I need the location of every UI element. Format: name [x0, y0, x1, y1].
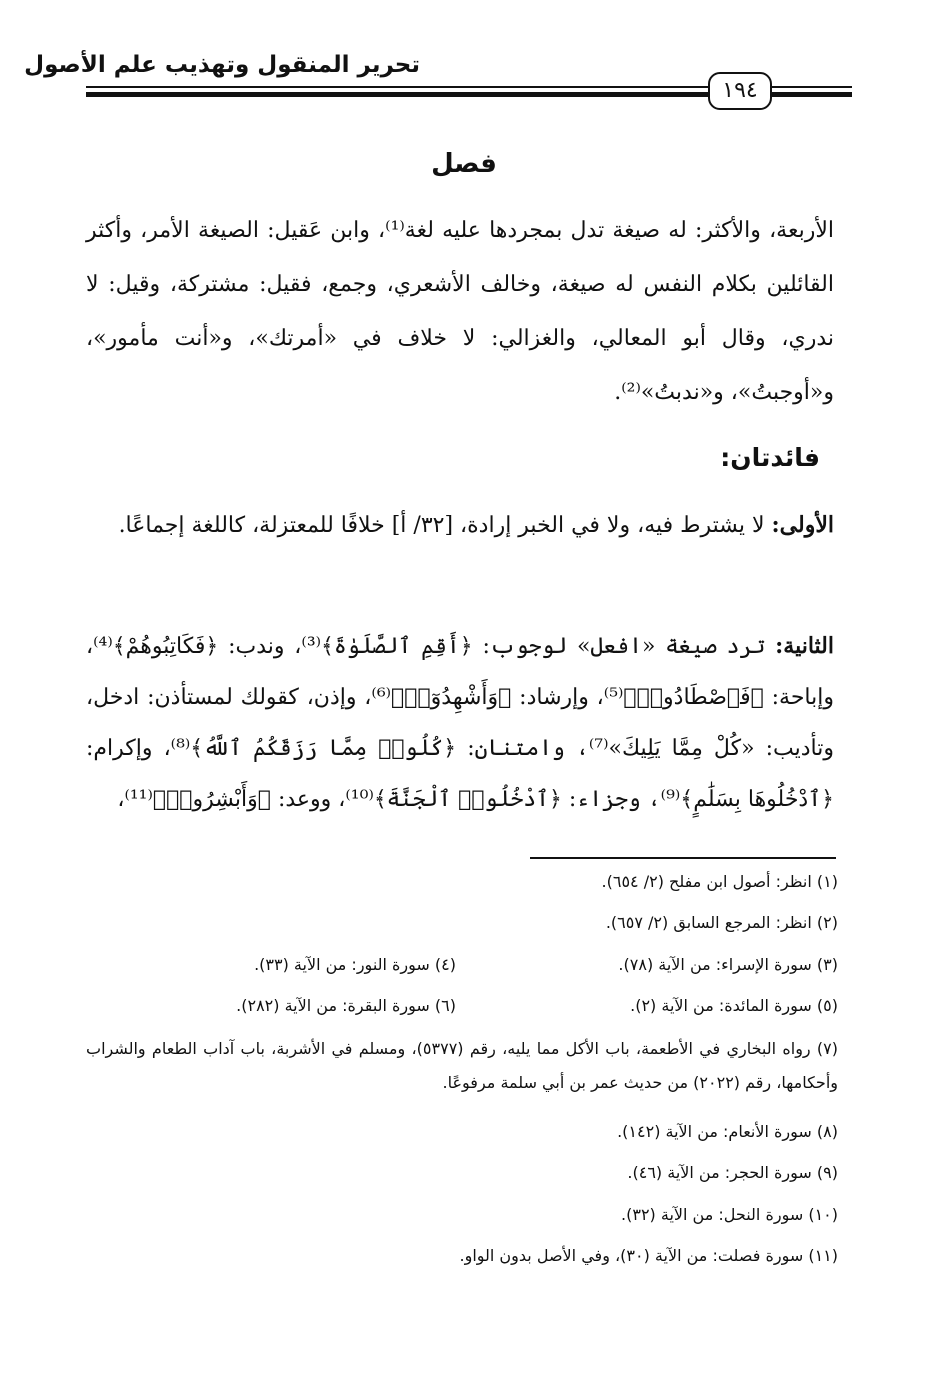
footnote-4: (٤) سورة النور: من الآية (٣٣).: [254, 955, 456, 974]
footnote-8: (٨) سورة الأنعام: من الآية (١٤٢).: [617, 1122, 838, 1141]
benefit-second-text: ترد صيغة «افعل» لوجوب: ﴿أَقِمِ ٱلصَّلَوٰةَ﴾⁽³⁾، وندب: ﴿فَكَاتِبُوهُمْ﴾⁽⁴⁾، وإباحة: ﴿فَٱصْطَادُوا۟﴾⁽⁵⁾، وإرشاد: ﴿وَأَشْهِدُوٓا۟﴾⁽⁶⁾، وإذن، كقولك لمستأذن: ادخل، وتأديب: «كُلْ مِمَّا يَلِيكَ»⁽⁷⁾، وامتنان: ﴿كُلُوا۟ مِمَّا رَزَقَكُمُ ٱللَّهُ﴾⁽⁸⁾، وإكرام: ﴿ٱدْخُلُوهَا بِسَلَٰمٍ﴾⁽⁹⁾، وجزاء: ﴿ٱدْخُلُوا۟ ٱلْجَنَّةَ﴾⁽¹⁰⁾، ووعد: ﴿وَأَبْشِرُوا۟﴾⁽¹¹⁾،: [86, 634, 834, 812]
footnote-3: (٣) سورة الإسراء: من الآية (٧٨).: [618, 955, 838, 974]
header-rule: [86, 86, 710, 88]
benefit-second: [86, 621, 834, 825]
running-title: تحرير المنقول وتهذيب علم الأصول: [24, 52, 420, 78]
footnote-6: (٦) سورة البقرة: من الآية (٢٨٢).: [236, 996, 456, 1015]
header-rule-thick: [86, 92, 710, 97]
section-heading: فصل: [431, 149, 497, 179]
benefit-first-text: لا يشترط فيه، ولا في الخبر إرادة، [٣٢/ أ] خلافًا للمعتزلة، كاللغة إجماعًا.: [118, 513, 772, 538]
footnote-5: (٥) سورة المائدة: من الآية (٢).: [630, 996, 838, 1015]
footnote-9: (٩) سورة الحجر: من الآية (٤٦).: [627, 1163, 838, 1182]
section-paragraph: الأربعة، والأكثر: له صيغة تدل بمجردها عليه لغة⁽¹⁾، وابن عَقيل: الصيغة الأمر، وأكثر القائلين بكلام النفس له صيغة، وخالف الأشعري، وجمع، فقيل: مشتركة، وقيل: لا ندري، وقال أبو المعالي، والغزالي: لا خلاف في «أمرتك»، و«أنت مأمور»، و«أوجبتُ»، و«ندبتُ»⁽²⁾.: [86, 218, 834, 405]
benefit-first-lead: الأولى:: [771, 512, 834, 538]
footnote-separator: [530, 857, 836, 859]
benefits-heading: فائدتان:: [720, 443, 820, 472]
footnote-11: (١١) سورة فصلت: من الآية (٣٠)، وفي الأصل بدون الواو.: [459, 1246, 838, 1265]
benefit-second-lead: الثانية:: [775, 633, 834, 659]
benefit-first: [86, 498, 834, 553]
footnote-1: (١) انظر: أصول ابن مفلح (٢/ ٦٥٤).: [601, 872, 838, 891]
footnote-10: (١٠) سورة النحل: من الآية (٣٢).: [621, 1205, 838, 1224]
footnote-2: (٢) انظر: المرجع السابق (٢/ ٦٥٧).: [605, 913, 838, 932]
footnote-7: (٧) رواه البخاري في الأطعمة، باب الأكل مما يليه، رقم (٥٣٧٧)، ومسلم في الأشربة، باب آداب الطعام والشراب وأحكامها، رقم (٢٠٢٢) من حديث عمر بن أبي سلمة مرفوعًا.: [86, 1039, 839, 1092]
header-rule-right-thick: [770, 92, 852, 97]
page-number: ١٩٤: [708, 72, 772, 110]
header-rule-right: [770, 86, 852, 88]
